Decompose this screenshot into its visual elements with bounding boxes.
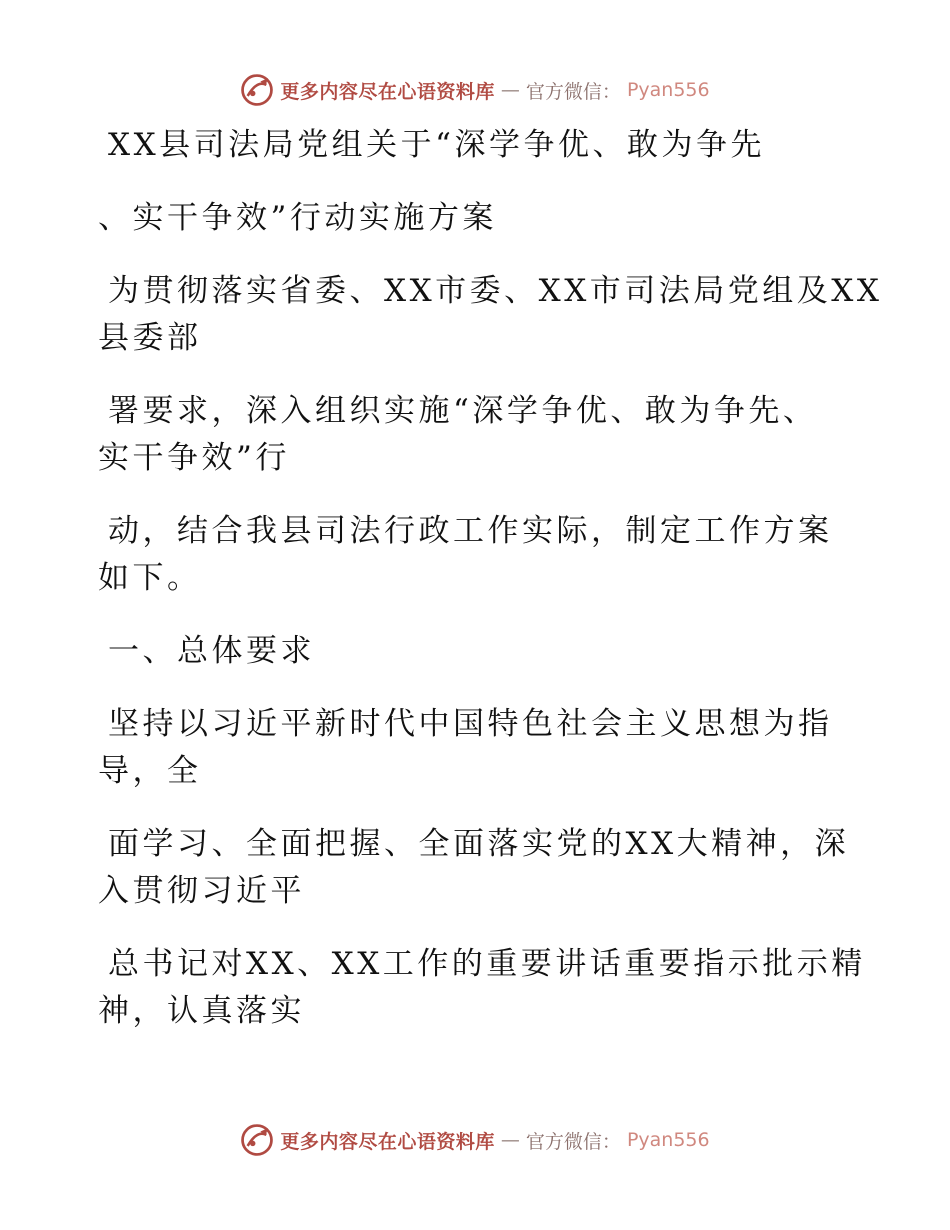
section-heading-text: 一、总体要求: [108, 633, 315, 669]
banner-text: 更多内容尽在心语资料库: [280, 80, 495, 103]
section-heading: [98, 628, 858, 675]
paragraph-line: 实干争效”行: [98, 440, 290, 476]
banner-separator: —: [500, 1129, 520, 1151]
banner-text: 更多内容尽在心语资料库: [280, 1130, 495, 1153]
paragraph: [98, 701, 858, 795]
document-title-continued: [98, 195, 858, 242]
paragraph-line: 如下。: [98, 560, 202, 596]
paragraph: [98, 268, 883, 362]
document-body: [98, 122, 883, 1035]
banner-wechat-label: 官方微信：: [525, 80, 621, 103]
paragraph-line: 总书记对XX、XX工作的重要讲话重要指示批示精: [108, 946, 866, 982]
document-title: [98, 122, 858, 169]
paragraph-line: 坚持以习近平新时代中国特色社会主义思想为指: [108, 706, 833, 742]
paragraph: [98, 388, 858, 482]
paragraph-line: 为贯彻落实省委、XX市委、XX市司法局党组及XX: [108, 273, 883, 309]
paragraph-line: 神，认真落实: [98, 993, 305, 1029]
title-line-2: 、实干争效”行动实施方案: [98, 200, 497, 236]
footer-banner: [0, 1120, 950, 1160]
brand-logo-icon: [240, 73, 274, 107]
paragraph-line: 署要求，深入组织实施“深学争优、敢为争先、: [108, 393, 818, 429]
banner-inner: [240, 1123, 709, 1157]
brand-logo-icon: [240, 1123, 274, 1157]
paragraph-line: 入贯彻习近平: [98, 873, 305, 909]
banner-wechat-id: Pyan556: [626, 1129, 710, 1151]
paragraph-line: 导，全: [98, 753, 202, 789]
paragraph-line: 动，结合我县司法行政工作实际，制定工作方案: [108, 513, 833, 549]
banner-inner: [240, 73, 709, 107]
paragraph: [98, 821, 858, 915]
banner-wechat-label: 官方微信：: [525, 1130, 621, 1153]
paragraph-line: 面学习、全面把握、全面落实党的XX大精神，深: [108, 826, 850, 862]
paragraph: [98, 508, 858, 602]
paragraph-line: 县委部: [98, 320, 202, 356]
paragraph: [98, 941, 866, 1035]
banner-wechat-id: Pyan556: [626, 79, 710, 101]
header-banner: [0, 70, 950, 110]
banner-separator: —: [500, 79, 520, 101]
title-line-1: XX县司法局党组关于“深学争优、敢为争先: [108, 127, 765, 163]
